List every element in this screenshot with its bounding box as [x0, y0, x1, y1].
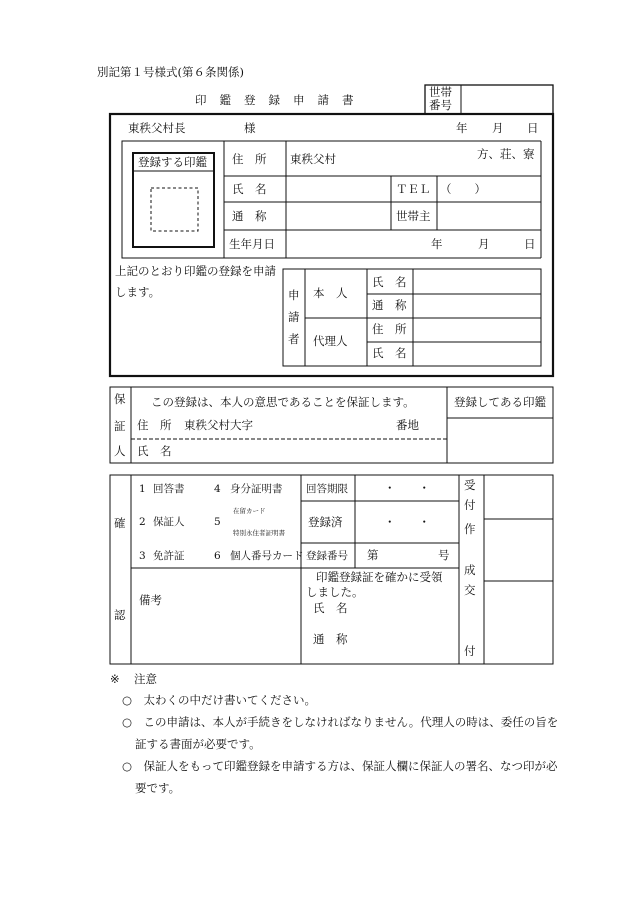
reply-deadline-label: 回答期限 — [306, 483, 348, 495]
accept-label-1: 受 — [464, 478, 476, 492]
statement-line-2: します。 — [115, 285, 161, 299]
self-label: 本 人 — [313, 286, 348, 300]
reply-deadline-field[interactable]: ・ ・ — [384, 481, 430, 495]
note-item: ○ この申請は、本人が手続きをしなければなりません。代理人の時は、委任の旨を — [122, 715, 559, 729]
note-item: ○ 保証人をもって印鑑登録を申請する方は、保証人欄に保証人の署名、なつ印が必 — [122, 759, 558, 773]
birth-label: 生年月日 — [229, 237, 275, 251]
guarantor-banchi: 番地 — [396, 418, 419, 432]
receipt-alias-label: 通 称 — [313, 632, 348, 646]
applicant-label-2: 請 — [288, 310, 300, 324]
guarantor-label-1: 保 — [114, 392, 126, 406]
date-year[interactable]: 年 — [456, 121, 468, 135]
id-item-4[interactable]: 身分証明書 — [230, 483, 283, 495]
registered-seal-area[interactable] — [449, 420, 551, 461]
id-item-3-no: 3 — [139, 550, 146, 562]
registered-label: 登録済 — [308, 515, 343, 529]
accept-label-2: 付 — [464, 498, 476, 512]
agent-name-label: 氏 名 — [372, 346, 407, 360]
special-permanent-cert[interactable]: 特別永住者証明書 — [233, 529, 285, 537]
create-label-2: 成 — [464, 563, 476, 577]
id-item-4-no: 4 — [214, 483, 221, 495]
date-day[interactable]: 日 — [527, 121, 539, 135]
householder-field[interactable] — [441, 211, 537, 225]
guarantor-statement: この登録は、本人の意思であることを保証します。 — [151, 395, 415, 409]
householder-label: 世帯主 — [396, 209, 431, 223]
addressee: 東秩父村長 — [128, 121, 186, 135]
seal-box-label: 登録する印鑑 — [138, 155, 207, 169]
statement-line-1: 上記のとおり印鑑の登録を申請 — [115, 264, 276, 278]
guarantor-label-2: 証 — [114, 419, 126, 433]
remarks-label: 備考 — [139, 593, 162, 607]
registered-date-field[interactable]: ・ ・ — [384, 515, 430, 529]
agent-label: 代理人 — [313, 334, 348, 348]
create-label-1: 作 — [464, 522, 476, 536]
registered-seal-label: 登録してある印鑑 — [454, 395, 546, 409]
note-item: 要です。 — [135, 781, 181, 795]
notes-mark: ※ — [110, 672, 120, 686]
applicant-label-1: 申 — [288, 288, 300, 302]
id-item-2-no: 2 — [139, 516, 146, 528]
guarantor-label-3: 人 — [114, 444, 126, 458]
note-item: ○ 太わくの中だけ書いてください。 — [122, 693, 317, 707]
alias-label: 通 称 — [232, 209, 267, 223]
id-item-3[interactable]: 免許証 — [153, 550, 185, 562]
agent-address-label: 住 所 — [372, 322, 407, 336]
self-alias-label: 通 称 — [372, 298, 407, 312]
reg-number-suffix: 号 — [438, 548, 450, 562]
deliver-label-1: 交 — [464, 583, 476, 597]
form-label: 別記第１号様式(第６条関係) — [97, 65, 244, 79]
confirm-label-2: 認 — [114, 608, 126, 622]
honorific: 様 — [244, 121, 256, 135]
address-suffix: 方、荘、寮 — [477, 147, 535, 161]
address-label: 住 所 — [232, 152, 267, 166]
reg-number-label: 登録番号 — [306, 550, 348, 562]
id-item-6[interactable]: 個人番号カード — [230, 550, 304, 562]
guarantor-address-label: 住 所 — [137, 418, 172, 432]
birth-day[interactable]: 日 — [524, 237, 536, 251]
confirm-label-1: 確 — [114, 516, 126, 530]
self-name-label: 氏 名 — [372, 275, 407, 289]
applicant-label-3: 者 — [288, 332, 300, 346]
guarantor-address-field[interactable]: 東秩父村大字 — [184, 418, 253, 432]
address-field[interactable]: 東秩父村 — [290, 152, 336, 166]
id-item-1-no: 1 — [139, 483, 146, 495]
seal-stamp-area[interactable] — [152, 189, 197, 230]
name-field[interactable] — [290, 184, 386, 198]
id-item-5-no: 5 — [214, 516, 221, 528]
deliver-label-2: 付 — [464, 644, 476, 658]
notes-heading: 注意 — [134, 672, 157, 686]
household-no-label-2: 番号 — [429, 98, 452, 112]
birth-year[interactable]: 年 — [431, 237, 443, 251]
alias-field[interactable] — [290, 211, 386, 225]
id-item-1[interactable]: 回答書 — [153, 483, 185, 495]
note-item: 証する書面が必要です。 — [135, 737, 261, 751]
name-label: 氏 名 — [232, 182, 267, 196]
page-title: 印鑑登録申請書 — [195, 93, 367, 107]
birth-month[interactable]: 月 — [478, 237, 490, 251]
receipt-line-1: 印鑑登録証を確かに受領 — [316, 570, 443, 584]
household-no-field[interactable] — [466, 93, 546, 109]
guarantor-name-label: 氏 名 — [137, 444, 172, 458]
receipt-name-label: 氏 名 — [313, 601, 348, 615]
tel-field[interactable]: （ ） — [440, 182, 486, 196]
tel-label: ＴＥＬ — [396, 182, 431, 196]
reg-number-prefix: 第 — [367, 548, 379, 562]
id-item-6-no: 6 — [214, 550, 221, 562]
household-no-label-1: 世帯 — [429, 85, 452, 99]
residence-card[interactable]: 在留カード — [233, 507, 266, 515]
date-month[interactable]: 月 — [492, 121, 504, 135]
receipt-line-2: しました。 — [306, 585, 364, 599]
id-item-2[interactable]: 保証人 — [153, 516, 185, 528]
